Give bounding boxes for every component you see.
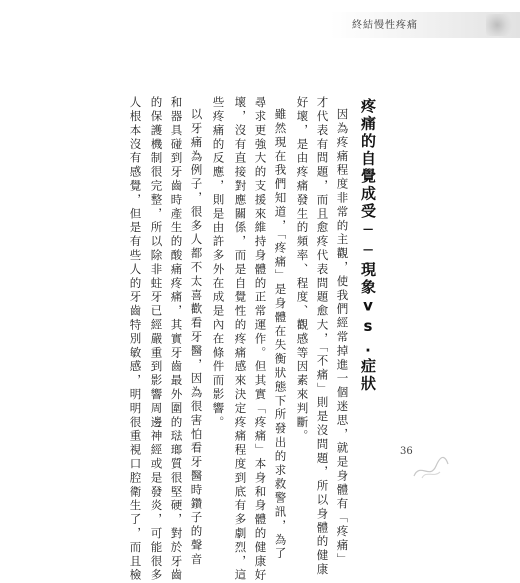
body-column-10: 的保護機制很完整，所以除非蛀牙已經嚴重到影響周邊神經或是發炎，可能很多 — [149, 96, 164, 583]
page-number: 36 — [400, 446, 413, 457]
body-column-2: 才代表有問題，而且愈疼代表問題愈大，「不痛」則是沒問題，所以身體的健康 — [315, 96, 330, 577]
body-column-5: 尋求更強大的支援來維持身體的正常運作。但其實「疼痛」本身和身體的健康好 — [253, 96, 268, 583]
body-column-1: 因為疼痛程度非常的主觀，使我們經常掉進一個迷思，就是身體有「疼痛」 — [335, 108, 350, 567]
body-column-6: 壞，沒有直接對應關係，而是自覺性的疼痛感來決定疼痛程度到底有多劇烈，這 — [233, 96, 248, 583]
body-column-3: 好壞，是由疼痛發生的頻率、程度、觀感等因素來判斷。 — [295, 96, 310, 444]
header-ornament — [486, 14, 514, 36]
body-column-7: 些疼痛的反應，則是由許多外在成是內在條件而影響。 — [211, 96, 226, 430]
body-column-8: 以牙痛為例子，很多人都不太喜歡看牙醫，因為很害怕看牙醫時鑽子的聲音 — [189, 108, 204, 567]
footer-ornament — [410, 452, 450, 482]
body-column-11: 人根本沒有感覺，但是有些人的牙齒特別敏感，明明很重視口腔衛生了，而且檢 — [128, 96, 143, 583]
running-head: 終結慢性疼痛 — [352, 20, 418, 31]
section-title: 疼痛的自覺成受──現象vs.症狀 — [359, 98, 377, 393]
body-column-9: 和器具碰到牙齒時產生的酸痛疼痛，其實牙齒最外圍的琺瑯質很堅硬，對於牙齒 — [169, 96, 184, 583]
body-column-4: 雖然現在我們知道，「疼痛」是身體在失衡狀態下所發出的求救警訊，為了 — [273, 108, 288, 561]
